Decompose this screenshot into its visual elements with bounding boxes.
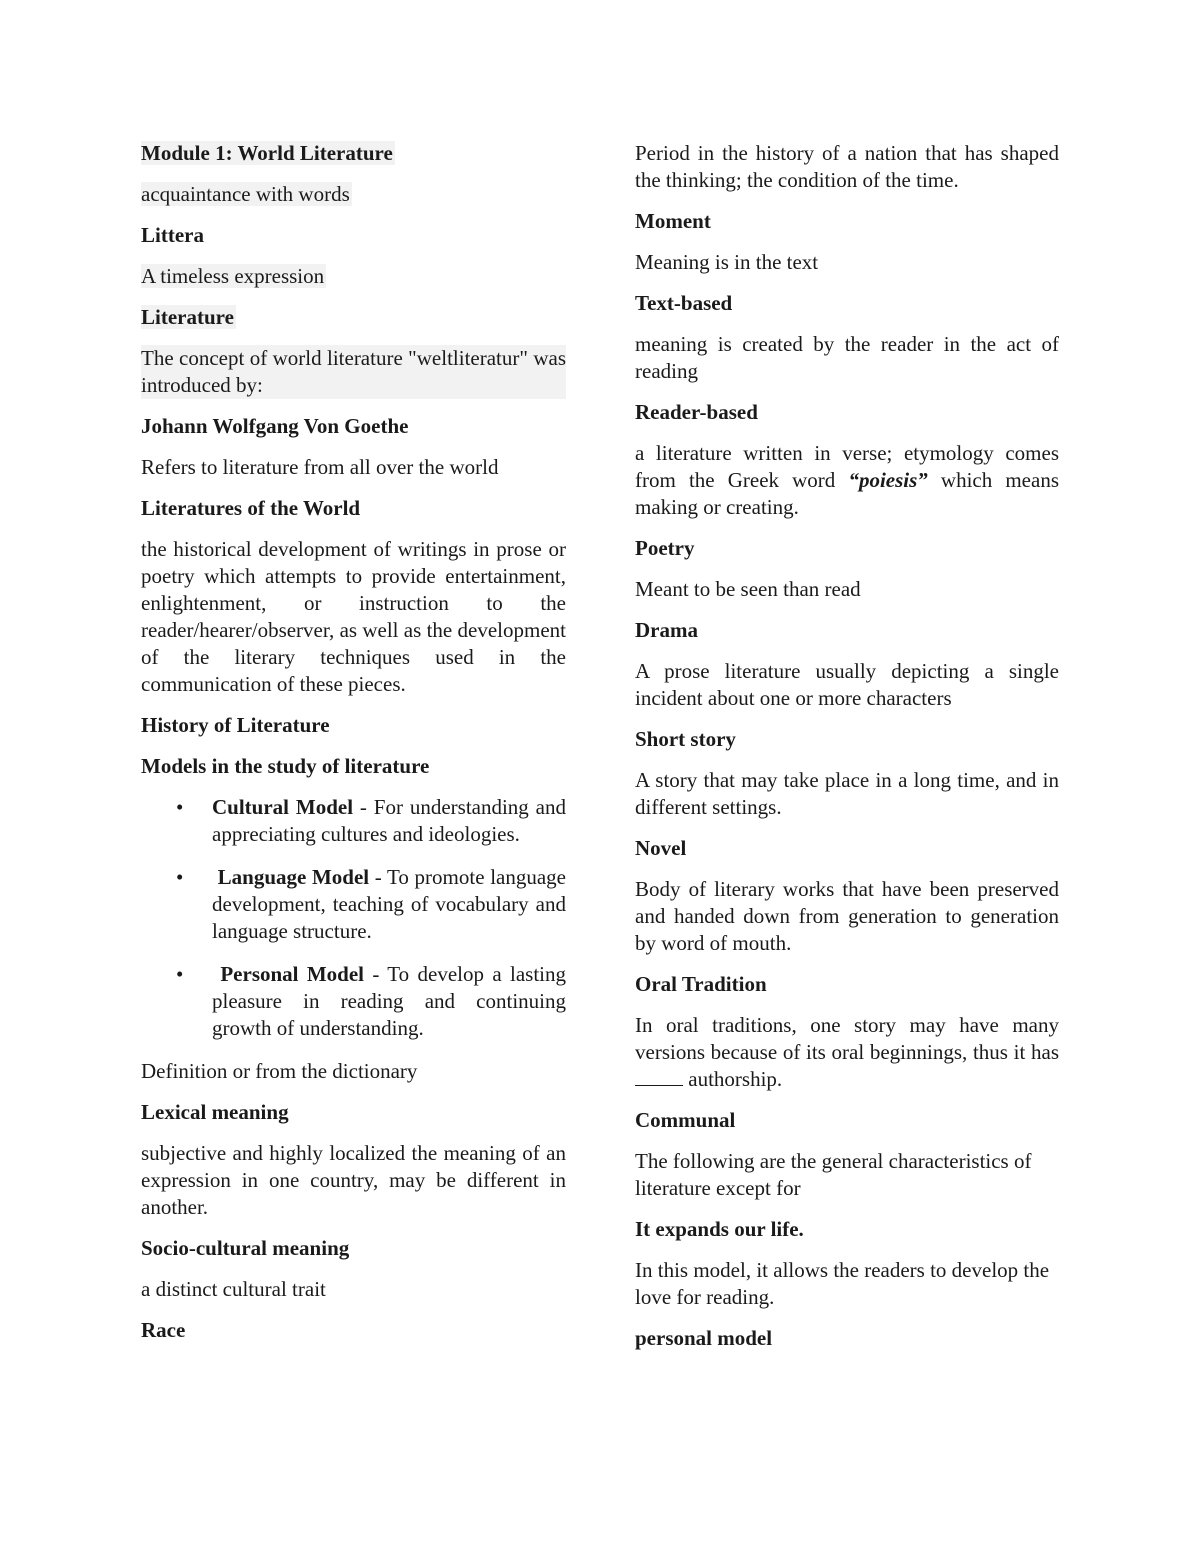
question-text: Refers to literature from all over the world bbox=[141, 455, 499, 479]
answer-text: Race bbox=[141, 1318, 186, 1342]
emphasized-word: “poiesis” bbox=[848, 468, 928, 492]
answer-text: Literature bbox=[141, 305, 234, 329]
question-text: Body of literary works that have been preserved and handed down from generation to generation by word of mouth. bbox=[635, 877, 1059, 955]
answer-text: Drama bbox=[635, 618, 698, 642]
answer-text: Short story bbox=[635, 727, 736, 751]
question-text: A prose literature usually depicting a single incident about one or more characters bbox=[635, 659, 1059, 710]
answer-text: Reader-based bbox=[635, 400, 758, 424]
bullet-icon: • bbox=[176, 795, 184, 819]
list-item: • Personal Model - To develop a lasting pleasure in reading and continuing growth of understanding. bbox=[176, 962, 566, 1040]
question-text: a distinct cultural trait bbox=[141, 1277, 326, 1301]
bullet-icon: • bbox=[176, 962, 184, 986]
question-text: meaning is created by the reader in the act of reading bbox=[635, 332, 1059, 383]
list-item: • Language Model - To promote language development, teaching of vocabulary and language structure. bbox=[176, 865, 566, 943]
answer-text: Socio-cultural meaning bbox=[141, 1236, 350, 1260]
module-title: Module 1: World Literature bbox=[141, 141, 393, 165]
question-text: a literature written in verse; etymology comes from the Greek word “poiesis” which means making or creating. bbox=[635, 441, 1059, 519]
question-text: In oral traditions, one story may have many versions because of its oral beginnings, thus it has authorship. bbox=[635, 1013, 1059, 1091]
question-text: acquaintance with words bbox=[141, 182, 350, 206]
answer-text: Lexical meaning bbox=[141, 1100, 289, 1124]
question-text: Meaning is in the text bbox=[635, 250, 819, 274]
left-column bbox=[141, 140, 566, 1358]
answer-text: History of Literature bbox=[141, 713, 330, 737]
question-text: Definition or from the dictionary bbox=[141, 1059, 418, 1083]
question-text: A timeless expression bbox=[141, 264, 325, 288]
models-list bbox=[141, 794, 566, 1042]
answer-text: Poetry bbox=[635, 536, 695, 560]
question-text: subjective and highly localized the meaning of an expression in one country, may be different in another. bbox=[141, 1141, 566, 1219]
question-text: A story that may take place in a long time, and in different settings. bbox=[635, 768, 1059, 819]
answer-text: Moment bbox=[635, 209, 711, 233]
answer-text: Text-based bbox=[635, 291, 733, 315]
answer-text: It expands our life. bbox=[635, 1217, 804, 1241]
question-text: Period in the history of a nation that has shaped the thinking; the condition of the time. bbox=[635, 141, 1059, 192]
answer-text: Literatures of the World bbox=[141, 496, 361, 520]
question-text: the historical development of writings in prose or poetry which attempts to provide entertainment, enlightenment, or instruction to the reader/hearer/observer, as well as the development of the literary techniques used in the communication of these pieces. bbox=[141, 537, 566, 696]
answer-text: Littera bbox=[141, 223, 204, 247]
answer-text: Novel bbox=[635, 836, 687, 860]
answer-text: Johann Wolfgang Von Goethe bbox=[141, 414, 409, 438]
section-heading: Models in the study of literature bbox=[141, 754, 430, 778]
right-column bbox=[635, 140, 1059, 1366]
bullet-icon: • bbox=[176, 865, 184, 889]
answer-text: Oral Tradition bbox=[635, 972, 767, 996]
answer-text: Communal bbox=[635, 1108, 736, 1132]
question-text: In this model, it allows the readers to develop the love for reading. bbox=[635, 1258, 1050, 1309]
list-item: • Cultural Model - For understanding and appreciating cultures and ideologies. bbox=[176, 795, 566, 846]
question-text: The concept of world literature "weltliteratur" was introduced by: bbox=[141, 346, 566, 397]
answer-text: personal model bbox=[635, 1326, 773, 1350]
fill-in-blank bbox=[635, 1067, 683, 1086]
question-text: The following are the general characteristics of literature except for bbox=[635, 1149, 1032, 1200]
question-text: Meant to be seen than read bbox=[635, 577, 861, 601]
